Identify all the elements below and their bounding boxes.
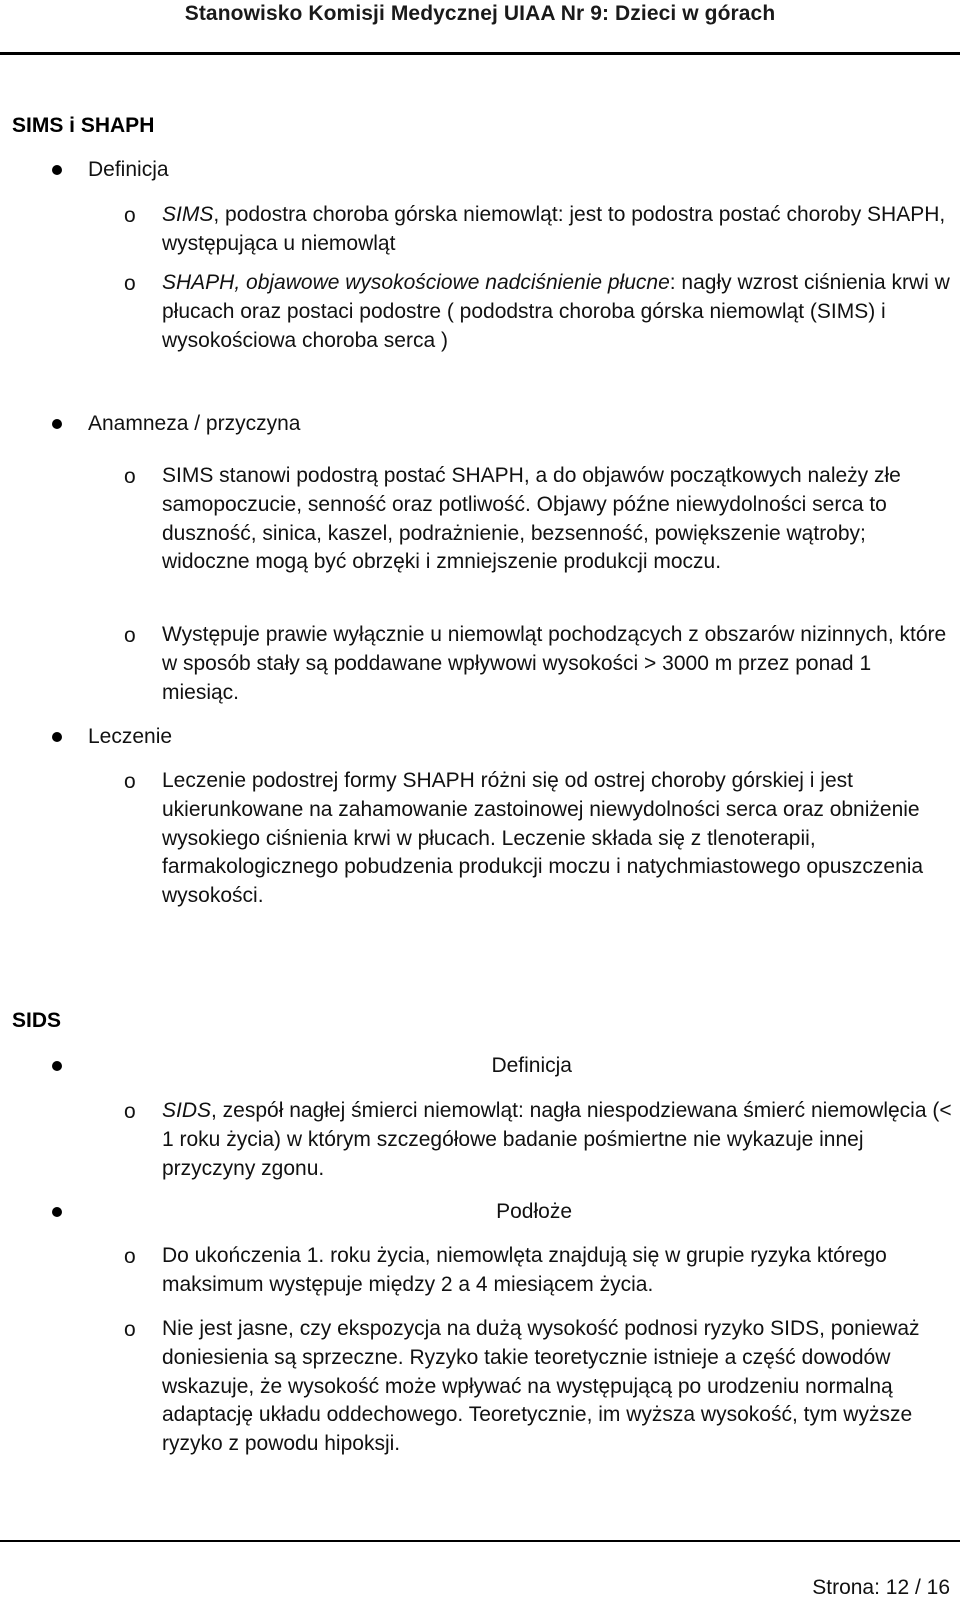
- list-marker: o: [124, 624, 136, 647]
- bullet-label: Podłoże: [496, 1200, 572, 1223]
- bullet-label: Definicja: [491, 1054, 572, 1077]
- list-marker: o: [124, 1245, 136, 1268]
- bullet-sims-leczenie: [52, 724, 932, 754]
- page-number: Strona: 12 / 16: [812, 1576, 950, 1599]
- bullet-label: Leczenie: [88, 725, 173, 748]
- list-marker: o: [124, 465, 136, 488]
- bullet-label: Anamneza / przyczyna: [88, 412, 301, 435]
- list-item-text: SHAPH, objawowe wysokościowe nadciśnienie płucne: nagły wzrost ciśnienia krwi w płucach oraz postaci podostre ( pododstra choroba górska niemowląt (SIMS) i wysokościowa choroba serca ): [162, 271, 950, 352]
- header-title: Stanowisko Komisji Medycznej UIAA Nr 9: Dzieci w górach: [184, 2, 776, 25]
- bullet-sids-definicja: [52, 1053, 932, 1083]
- list-item-text: Do ukończenia 1. roku życia, niemowlęta znajdują się w grupie ryzyka którego maksimum występuje między 2 a 4 miesiącem życia.: [162, 1244, 887, 1296]
- list-marker: o: [124, 1100, 136, 1123]
- bullet-dot: [52, 165, 62, 175]
- term: SIDS: [162, 1099, 212, 1122]
- bullet-label: Definicja: [88, 158, 169, 181]
- section-title-sims: SIMS i SHAPH: [12, 114, 155, 137]
- term: SIMS: [162, 203, 214, 226]
- list-item-text: Nie jest jasne, czy ekspozycja na dużą wysokość podnosi ryzyko SIDS, ponieważ doniesienia są sprzeczne. Ryzyko takie teoretycznie istnieje a część dowodów wskazuje, że wysokość może wpływać na występującą po urodzeniu normalną adaptację układu oddechowego. Teoretycznie, im wyższa wysokość, tym wyższe ryzyko z powodu hipoksji.: [162, 1317, 920, 1456]
- list-item-text: SIDS, zespół nagłej śmierci niemowląt: nagła niespodziewana śmierć niemowlęcia (< 1 roku życia) w którym szczegółowe badanie pośmiertne nie wykazuje innej przyczyny zgonu.: [162, 1099, 952, 1180]
- list-item-text: SIMS, podostra choroba górska niemowląt: jest to podostra postać choroby SHAPH, występująca u niemowląt: [162, 203, 946, 255]
- bullet-sids-podloze: [52, 1199, 932, 1229]
- list-item-text: SIMS stanowi podostrą postać SHAPH, a do objawów początkowych należy złe samopoczucie, senność oraz potliwość. Objawy późne niewydolności serca to duszność, sinica, kaszel, podrażnienie, bezsenność, powiększenie wątroby; widoczne mogą być obrzęki i zmniejszenie produkcji moczu.: [162, 464, 901, 574]
- list-item-text: Leczenie podostrej formy SHAPH różni się od ostrej choroby górskiej i jest ukierunkowane na zahamowanie zastoinowej niewydolności serca oraz obniżenie wysokiego ciśnienia krwi w płucach. Leczenie składa się z tlenoterapii, farmakologicznego pobudzenia produkcji moczu i natychmiastowego opuszczenia wysokości.: [162, 769, 924, 908]
- section-title-sids: SIDS: [12, 1009, 62, 1032]
- list-marker: o: [124, 770, 136, 793]
- list-marker: o: [124, 1318, 136, 1341]
- bullet-sims-anamneza: [52, 411, 932, 441]
- bullet-dot: [52, 732, 62, 742]
- list-item-text: Występuje prawie wyłącznie u niemowląt pochodzących z obszarów nizinnych, które w sposób stały są poddawane wpływowi wysokości > 3000 m przez ponad 1 miesiąc.: [162, 623, 947, 704]
- list-marker: o: [124, 272, 136, 295]
- list-marker: o: [124, 204, 136, 227]
- bullet-dot: [52, 419, 62, 429]
- page-header: [0, 0, 960, 54]
- term: SHAPH, objawowe wysokościowe nadciśnienie płucne: [162, 271, 670, 294]
- footer-divider: [0, 1540, 960, 1542]
- bullet-sims-definicja: [52, 157, 932, 187]
- header-divider: [0, 52, 960, 55]
